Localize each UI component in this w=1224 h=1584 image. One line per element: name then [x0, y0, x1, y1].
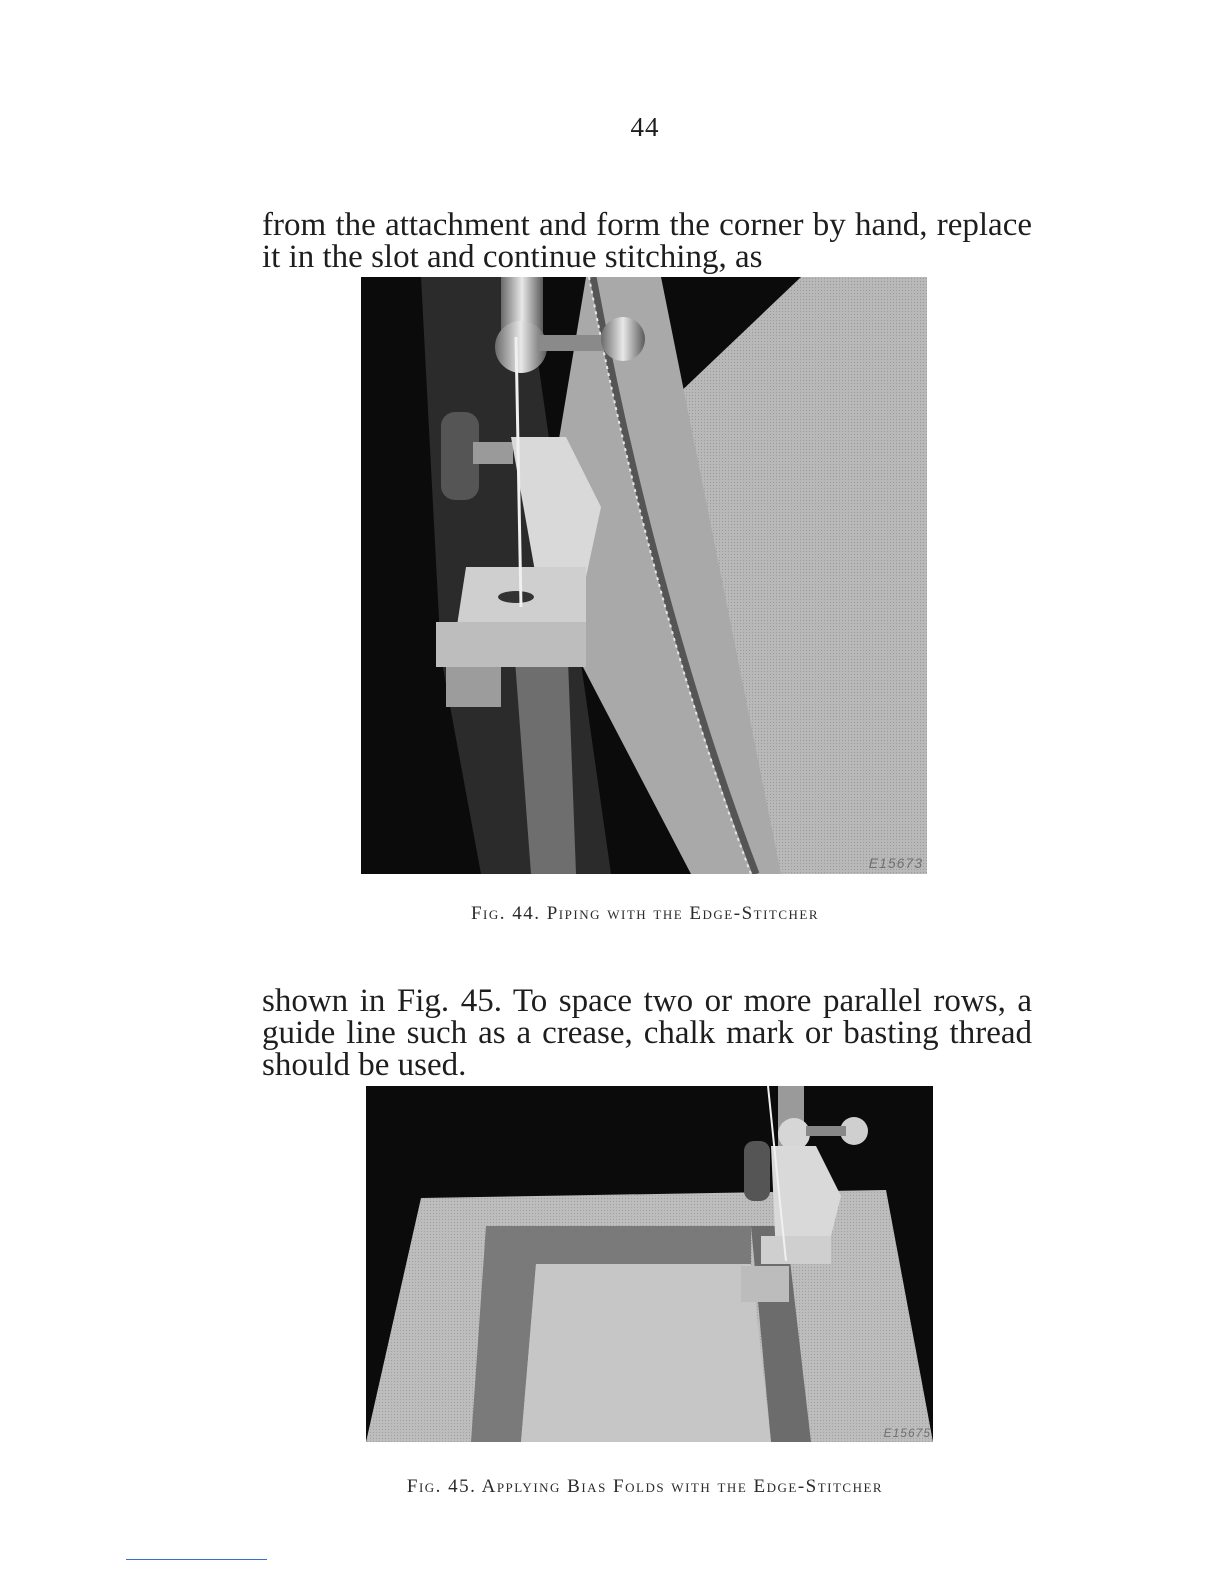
body-paragraph: from the attachment and form the corner by hand, replace it in the slot and continue stitching, as	[262, 207, 1032, 275]
body-paragraph: shown in Fig. 45. To space two or more parallel rows, a guide line such as a crease, chalk mark or basting thread should be used.	[262, 983, 1032, 1083]
sewing-machine-bias-fold-illustration	[366, 1086, 933, 1442]
figure-45-photo	[366, 1086, 933, 1442]
page-number: 44	[630, 112, 660, 142]
figure-45-caption: Fig. 45. Applying Bias Folds with the Edge-Stitcher	[406, 1476, 884, 1497]
plate-code: E15675	[883, 1426, 931, 1440]
figure-44-caption: Fig. 44. Piping with the Edge-Stitcher	[470, 903, 820, 924]
sewing-machine-piping-illustration	[361, 277, 927, 874]
footnote-rule	[126, 1559, 267, 1560]
figure-44-photo	[361, 277, 927, 874]
plate-code: E15673	[868, 855, 923, 871]
